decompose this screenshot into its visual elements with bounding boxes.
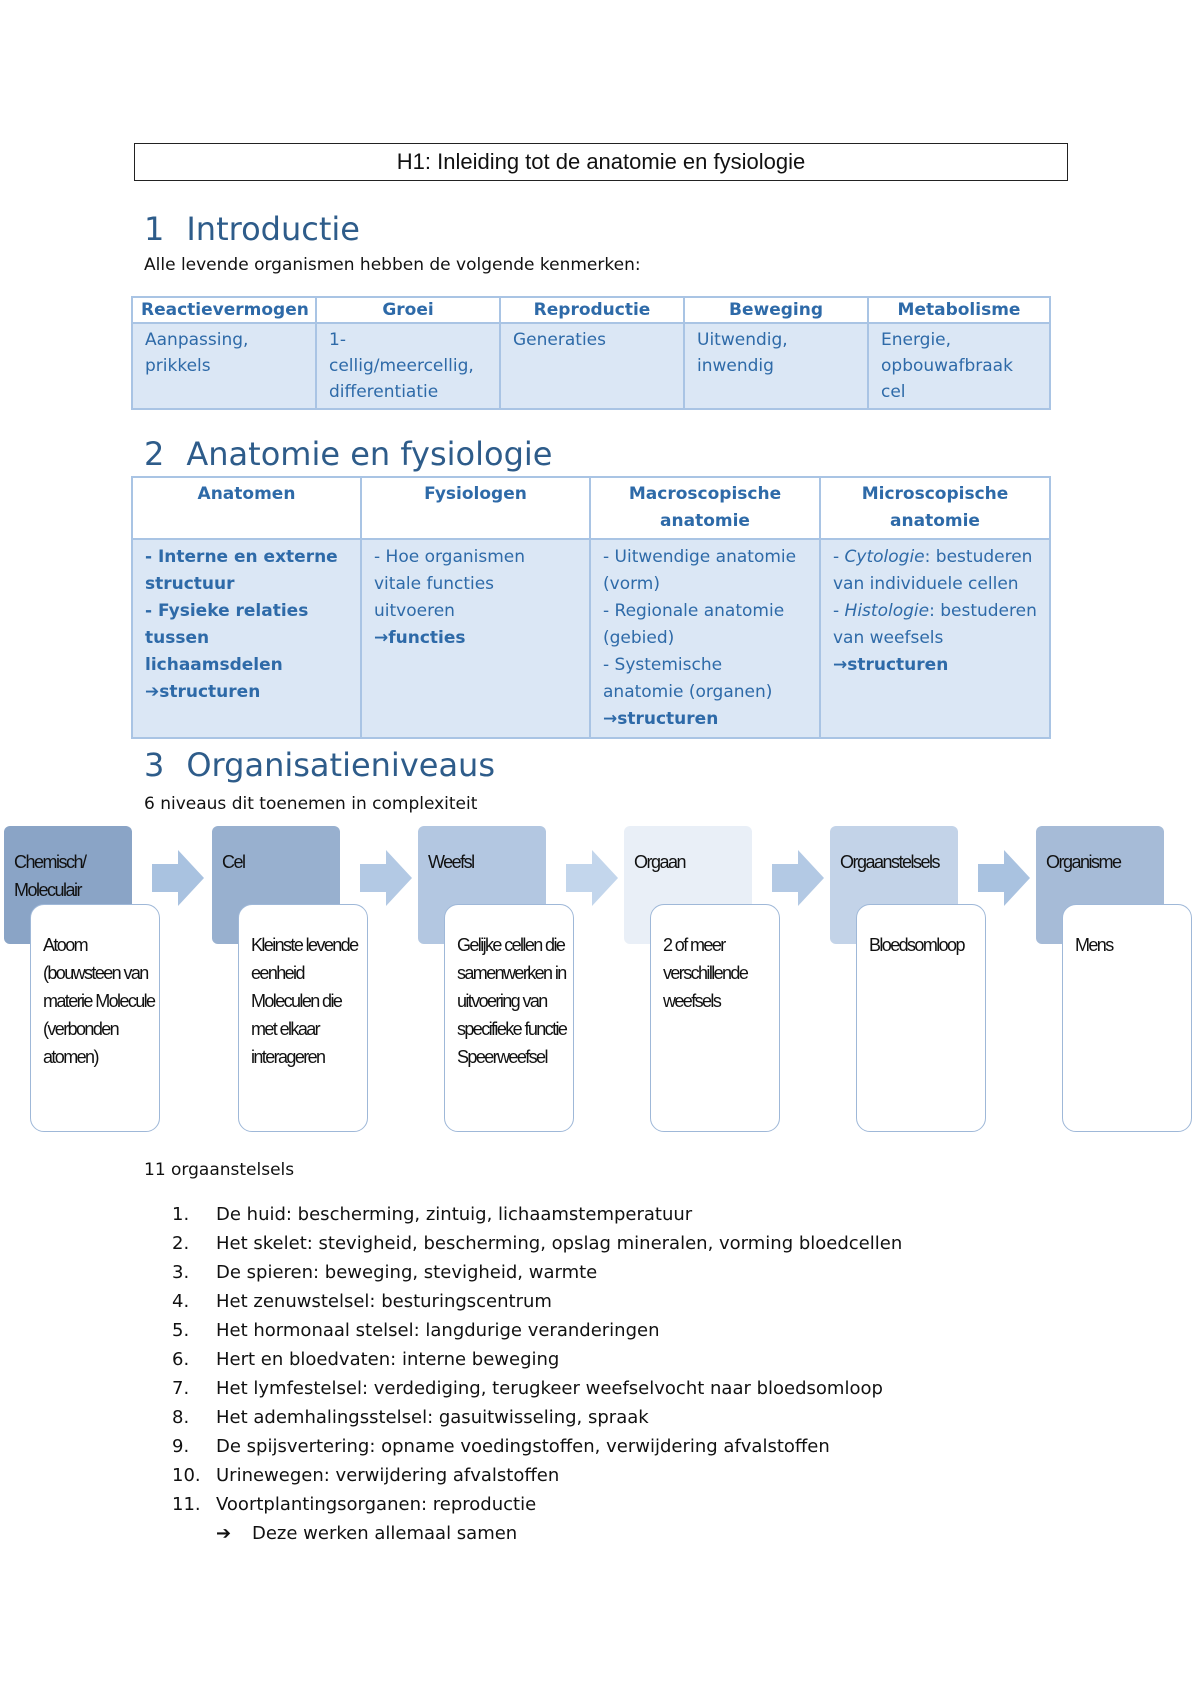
level-detail: Mens xyxy=(1075,935,1113,955)
list-item: 10. Urinewegen: verwijdering afvalstoffen xyxy=(172,1465,560,1486)
list-item: 8. Het ademhalingsstelsel: gasuitwisseling, spraak xyxy=(172,1407,649,1428)
table-row xyxy=(132,539,1050,738)
arrow-right-icon: ➔ xyxy=(216,1523,232,1544)
table-header: Anatomen xyxy=(132,477,361,539)
table-header: Groei xyxy=(316,297,500,323)
table-header: Fysiologen xyxy=(361,477,590,539)
arrow-right-icon: → xyxy=(833,655,848,675)
section-3-heading xyxy=(144,746,495,784)
organ-systems-list xyxy=(172,1200,902,1548)
conclusion-item: ➔ Deze werken allemaal samen xyxy=(172,1519,902,1548)
arrow-right-icon xyxy=(152,850,204,906)
characteristics-table xyxy=(131,296,1051,410)
level-title: Chemisch/ Moleculair xyxy=(14,852,86,900)
cell-line: - Uitwendige anatomie (vorm) xyxy=(603,547,797,594)
level-detail: Atoom (bouwsteen van materie Molecule (verbonden atomen) xyxy=(43,935,155,1067)
section-1-heading xyxy=(144,210,360,248)
table-cell: Generaties xyxy=(500,323,684,409)
table-header: Reproductie xyxy=(500,297,684,323)
level-detail-box xyxy=(650,904,780,1132)
list-item: 6. Hert en bloedvaten: interne beweging xyxy=(172,1349,560,1370)
organization-levels-diagram xyxy=(0,820,1200,1160)
section-number: 2 xyxy=(144,435,165,473)
table-header: Reactievermogen xyxy=(132,297,316,323)
level-detail-box xyxy=(1062,904,1192,1132)
section-3-intro: 6 niveaus dit toenemen in complexiteit xyxy=(144,794,478,814)
table-header: Metabolisme xyxy=(868,297,1050,323)
cell-line: - Cytologie: bestuderen van individuele cellen xyxy=(833,547,1033,594)
table-cell xyxy=(820,539,1050,738)
cell-line: →structuren xyxy=(603,709,719,729)
section-title: Organisatieniveaus xyxy=(186,746,495,784)
list-item: 5. Het hormonaal stelsel: langdurige veranderingen xyxy=(172,1320,660,1341)
level-detail: Kleinste levende eenheid Moleculen die met elkaar interageren xyxy=(251,935,358,1067)
table-header-row xyxy=(132,297,1050,323)
section-number: 1 xyxy=(144,210,165,248)
arrow-right-icon: → xyxy=(603,709,618,729)
level-detail: 2 of meer verschillende weefsels xyxy=(663,935,748,1011)
level-detail: Bloedsomloop xyxy=(869,935,964,955)
arrow-right-icon xyxy=(978,850,1030,906)
list-item: 1. De huid: bescherming, zintuig, lichaamstemperatuur xyxy=(172,1204,693,1225)
cell-line: - Interne en externe structuur xyxy=(145,547,338,594)
list-item: 3. De spieren: beweging, stevigheid, warmte xyxy=(172,1262,598,1283)
level-detail: Gelijke cellen die samenwerken in uitvoering van specifieke functie Speerweefsel xyxy=(457,935,567,1067)
list-item: 11. Voortplantingsorganen: reproductie xyxy=(172,1494,537,1515)
section-title: Introductie xyxy=(186,210,360,248)
table-cell: 1-cellig/meercellig, differentiatie xyxy=(316,323,500,409)
systems-count-label: 11 orgaanstelsels xyxy=(144,1160,295,1180)
table-cell: Uitwendig, inwendig xyxy=(684,323,868,409)
arrow-right-icon: → xyxy=(374,628,389,648)
section-title: Anatomie en fysiologie xyxy=(186,435,553,473)
table-row xyxy=(132,323,1050,409)
level-title: Organisme xyxy=(1046,852,1121,872)
list-item: 4. Het zenuwstelsel: besturingscentrum xyxy=(172,1291,552,1312)
level-detail-box xyxy=(856,904,986,1132)
level-detail-box xyxy=(30,904,160,1132)
table-header: Beweging xyxy=(684,297,868,323)
cell-line: - Histologie: bestuderen van weefsels xyxy=(833,601,1037,648)
cell-line: - Hoe organismen vitale functies uitvoeren xyxy=(374,547,526,621)
cell-line: →functies xyxy=(374,628,466,648)
level-title: Cel xyxy=(222,852,245,872)
table-header: Microscopische anatomie xyxy=(820,477,1050,539)
list-item: 7. Het lymfestelsel: verdediging, terugkeer weefselvocht naar bloedsomloop xyxy=(172,1378,883,1399)
list-item: 2. Het skelet: stevigheid, bescherming, opslag mineralen, vorming bloedcellen xyxy=(172,1233,903,1254)
cell-line: - Fysieke relaties tussen lichaamsdelen xyxy=(145,601,309,675)
list-item: 9. De spijsvertering: opname voedingstoffen, verwijdering afvalstoffen xyxy=(172,1436,830,1457)
level-detail-box xyxy=(238,904,368,1132)
cell-line: - Systemische anatomie (organen) xyxy=(603,655,773,702)
section-number: 3 xyxy=(144,746,165,784)
level-title: Orgaan xyxy=(634,852,686,872)
cell-line: - Regionale anatomie (gebied) xyxy=(603,601,785,648)
table-cell: Aanpassing, prikkels xyxy=(132,323,316,409)
level-title: Orgaanstelsels xyxy=(840,852,940,872)
section-1-intro: Alle levende organismen hebben de volgende kenmerken: xyxy=(144,255,641,275)
document-title: H1: Inleiding tot de anatomie en fysiologie xyxy=(134,143,1068,181)
arrow-right-icon xyxy=(360,850,412,906)
arrow-right-icon: ➔ xyxy=(145,682,160,702)
table-cell xyxy=(590,539,820,738)
anatomy-table xyxy=(131,476,1051,739)
cell-line: →structuren xyxy=(833,655,949,675)
level-title: Weefsl xyxy=(428,852,474,872)
cell-line: ➔structuren xyxy=(145,682,261,702)
table-cell: Energie, opbouwafbraak cel xyxy=(868,323,1050,409)
section-2-heading xyxy=(144,435,552,473)
table-cell xyxy=(361,539,590,738)
arrow-right-icon xyxy=(772,850,824,906)
table-header-row xyxy=(132,477,1050,539)
table-header: Macroscopische anatomie xyxy=(590,477,820,539)
table-cell xyxy=(132,539,361,738)
level-detail-box xyxy=(444,904,574,1132)
arrow-right-icon xyxy=(566,850,618,906)
